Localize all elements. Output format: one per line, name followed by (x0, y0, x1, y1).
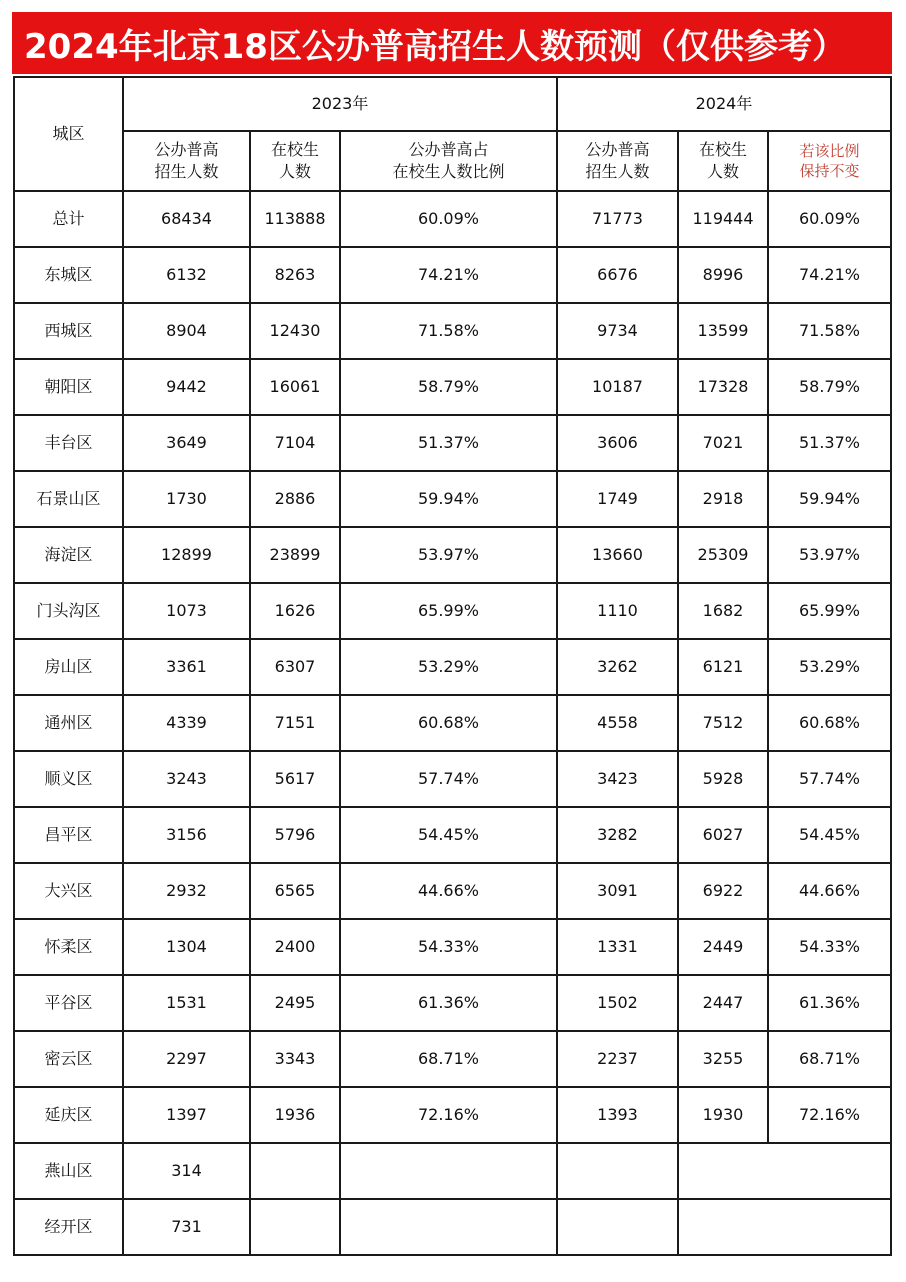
table-row (14, 863, 891, 919)
students-2024-cell: 6922 (678, 863, 768, 919)
table-row (14, 471, 891, 527)
district-column-header: 城区 (14, 77, 123, 191)
enroll-2024-cell: 1331 (557, 919, 678, 975)
empty-cell (678, 1199, 891, 1255)
ratio-2023-cell: 53.29% (340, 639, 557, 695)
district-cell: 门头沟区 (14, 583, 123, 639)
empty-cell (557, 1199, 678, 1255)
ratio-2024-cell: 58.79% (768, 359, 891, 415)
enroll-2023-cell: 12899 (123, 527, 250, 583)
ratio-2023-cell: 59.94% (340, 471, 557, 527)
ratio-2023-cell: 65.99% (340, 583, 557, 639)
table-row (14, 751, 891, 807)
district-cell: 怀柔区 (14, 919, 123, 975)
enroll-2023-cell: 68434 (123, 191, 250, 247)
table-row (14, 1143, 891, 1199)
enroll-2024-cell: 3606 (557, 415, 678, 471)
header-line: 公办普高占 (408, 140, 489, 160)
enroll-2024-cell: 3091 (557, 863, 678, 919)
district-cell: 平谷区 (14, 975, 123, 1031)
students-2024-cell: 5928 (678, 751, 768, 807)
ratio-2023-cell: 44.66% (340, 863, 557, 919)
enroll-2024-cell: 2237 (557, 1031, 678, 1087)
enroll-2024-cell: 4558 (557, 695, 678, 751)
students-2024-cell: 3255 (678, 1031, 768, 1087)
ratio-2024-cell: 72.16% (768, 1087, 891, 1143)
students-2024-cell: 2449 (678, 919, 768, 975)
ratio-2024-cell: 60.68% (768, 695, 891, 751)
ratio-2023-cell: 57.74% (340, 751, 557, 807)
district-cell: 延庆区 (14, 1087, 123, 1143)
table-row (14, 695, 891, 751)
students-2023-cell: 1936 (250, 1087, 340, 1143)
header-line: 人数 (278, 162, 311, 181)
students-2024-cell: 2447 (678, 975, 768, 1031)
table-row (14, 303, 891, 359)
table-row (14, 359, 891, 415)
ratio-2024-cell: 74.21% (768, 247, 891, 303)
students-2023-cell: 3343 (250, 1031, 340, 1087)
enroll-2023-cell: 3649 (123, 415, 250, 471)
ratio-2023-cell: 61.36% (340, 975, 557, 1031)
enroll-2024-cell: 9734 (557, 303, 678, 359)
students-2023-cell: 7151 (250, 695, 340, 751)
table-row (14, 639, 891, 695)
year-2024-header: 2024年 (557, 77, 891, 131)
header-line: 在校生人数比例 (392, 162, 505, 181)
students-2023-cell: 2886 (250, 471, 340, 527)
enroll-2023-cell: 3243 (123, 751, 250, 807)
enroll-2024-cell: 3423 (557, 751, 678, 807)
district-cell: 经开区 (14, 1199, 123, 1255)
students-2023-cell: 8263 (250, 247, 340, 303)
enroll-2023-cell: 3361 (123, 639, 250, 695)
enroll-2024-cell: 1502 (557, 975, 678, 1031)
table-row (14, 583, 891, 639)
empty-cell (250, 1199, 340, 1255)
students-2023-cell: 7104 (250, 415, 340, 471)
district-cell: 大兴区 (14, 863, 123, 919)
ratio-2023-cell: 60.09% (340, 191, 557, 247)
enroll-2023-cell: 1304 (123, 919, 250, 975)
col-ratio-2024-header (768, 131, 891, 191)
col-enroll-2023-header (123, 131, 250, 191)
students-2023-cell: 1626 (250, 583, 340, 639)
students-2024-cell: 6027 (678, 807, 768, 863)
empty-cell (678, 1143, 891, 1199)
table-row (14, 415, 891, 471)
students-2024-cell: 7512 (678, 695, 768, 751)
table-row (14, 1031, 891, 1087)
students-2024-cell: 1682 (678, 583, 768, 639)
students-2023-cell: 12430 (250, 303, 340, 359)
page-title: 2024年北京18区公办普高招生人数预测（仅供参考） (12, 12, 892, 74)
ratio-2023-cell: 71.58% (340, 303, 557, 359)
students-2024-cell: 17328 (678, 359, 768, 415)
header-line: 在校生 (698, 140, 747, 160)
header-line: 公办普高 (585, 140, 650, 160)
students-2023-cell: 16061 (250, 359, 340, 415)
ratio-2024-cell: 53.29% (768, 639, 891, 695)
enroll-2023-cell: 1531 (123, 975, 250, 1031)
header-line: 在校生 (270, 140, 319, 160)
district-cell: 西城区 (14, 303, 123, 359)
district-cell: 昌平区 (14, 807, 123, 863)
district-cell: 海淀区 (14, 527, 123, 583)
header-line: 人数 (706, 162, 739, 181)
students-2024-cell: 119444 (678, 191, 768, 247)
ratio-2023-cell: 68.71% (340, 1031, 557, 1087)
ratio-2023-cell: 53.97% (340, 527, 557, 583)
header-line: 保持不变 (799, 162, 860, 180)
col-enroll-2024-header (557, 131, 678, 191)
empty-cell (340, 1143, 557, 1199)
table-row (14, 975, 891, 1031)
ratio-2023-cell: 60.68% (340, 695, 557, 751)
ratio-2024-cell: 54.33% (768, 919, 891, 975)
table-row (14, 247, 891, 303)
ratio-2023-cell: 58.79% (340, 359, 557, 415)
students-2024-cell: 2918 (678, 471, 768, 527)
district-cell: 密云区 (14, 1031, 123, 1087)
col-students-2024-header (678, 131, 768, 191)
ratio-2024-cell: 44.66% (768, 863, 891, 919)
students-2023-cell: 6565 (250, 863, 340, 919)
enroll-2024-cell: 6676 (557, 247, 678, 303)
col-ratio-2023-header (340, 131, 557, 191)
ratio-2024-cell: 53.97% (768, 527, 891, 583)
ratio-2023-cell: 72.16% (340, 1087, 557, 1143)
students-2024-cell: 1930 (678, 1087, 768, 1143)
enroll-2024-cell: 3262 (557, 639, 678, 695)
district-cell: 朝阳区 (14, 359, 123, 415)
enroll-2024-cell: 13660 (557, 527, 678, 583)
district-cell: 石景山区 (14, 471, 123, 527)
empty-cell (340, 1199, 557, 1255)
enroll-2024-cell: 3282 (557, 807, 678, 863)
enroll-2023-cell: 314 (123, 1143, 250, 1199)
enroll-2024-cell: 10187 (557, 359, 678, 415)
table-row (14, 1199, 891, 1255)
enroll-2023-cell: 6132 (123, 247, 250, 303)
ratio-2023-cell: 54.33% (340, 919, 557, 975)
enroll-2023-cell: 1730 (123, 471, 250, 527)
ratio-2024-cell: 51.37% (768, 415, 891, 471)
enroll-2024-cell: 1393 (557, 1087, 678, 1143)
enroll-2023-cell: 9442 (123, 359, 250, 415)
ratio-2024-cell: 59.94% (768, 471, 891, 527)
students-2024-cell: 25309 (678, 527, 768, 583)
enroll-2023-cell: 731 (123, 1199, 250, 1255)
ratio-2024-cell: 57.74% (768, 751, 891, 807)
district-cell: 房山区 (14, 639, 123, 695)
ratio-2024-cell: 65.99% (768, 583, 891, 639)
enrollment-table (13, 76, 892, 1256)
enroll-2023-cell: 8904 (123, 303, 250, 359)
ratio-2023-cell: 74.21% (340, 247, 557, 303)
enroll-2023-cell: 4339 (123, 695, 250, 751)
students-2023-cell: 23899 (250, 527, 340, 583)
empty-cell (250, 1143, 340, 1199)
students-2024-cell: 7021 (678, 415, 768, 471)
students-2024-cell: 13599 (678, 303, 768, 359)
students-2023-cell: 5796 (250, 807, 340, 863)
district-cell: 丰台区 (14, 415, 123, 471)
ratio-2024-cell: 54.45% (768, 807, 891, 863)
header-line: 招生人数 (585, 162, 650, 181)
students-2023-cell: 6307 (250, 639, 340, 695)
students-2023-cell: 113888 (250, 191, 340, 247)
district-cell: 通州区 (14, 695, 123, 751)
header-line: 招生人数 (154, 162, 219, 181)
table-row (14, 191, 891, 247)
table-row (14, 807, 891, 863)
students-2024-cell: 6121 (678, 639, 768, 695)
district-cell: 总计 (14, 191, 123, 247)
enroll-2023-cell: 2297 (123, 1031, 250, 1087)
enroll-2023-cell: 2932 (123, 863, 250, 919)
enroll-2023-cell: 3156 (123, 807, 250, 863)
district-cell: 顺义区 (14, 751, 123, 807)
empty-cell (557, 1143, 678, 1199)
table-row (14, 527, 891, 583)
ratio-2024-cell: 68.71% (768, 1031, 891, 1087)
header-row-years (14, 77, 891, 131)
ratio-2024-cell: 71.58% (768, 303, 891, 359)
header-row-columns (14, 131, 891, 191)
students-2024-cell: 8996 (678, 247, 768, 303)
ratio-2023-cell: 51.37% (340, 415, 557, 471)
enroll-2023-cell: 1397 (123, 1087, 250, 1143)
students-2023-cell: 2495 (250, 975, 340, 1031)
district-cell: 东城区 (14, 247, 123, 303)
enroll-2023-cell: 1073 (123, 583, 250, 639)
enroll-2024-cell: 1749 (557, 471, 678, 527)
students-2023-cell: 5617 (250, 751, 340, 807)
table-row (14, 1087, 891, 1143)
header-line: 公办普高 (154, 140, 219, 160)
ratio-2024-cell: 61.36% (768, 975, 891, 1031)
header-line: 若该比例 (799, 141, 860, 160)
ratio-2024-cell: 60.09% (768, 191, 891, 247)
enroll-2024-cell: 71773 (557, 191, 678, 247)
students-2023-cell: 2400 (250, 919, 340, 975)
enroll-2024-cell: 1110 (557, 583, 678, 639)
year-2023-header: 2023年 (123, 77, 557, 131)
col-students-2023-header (250, 131, 340, 191)
ratio-2023-cell: 54.45% (340, 807, 557, 863)
table-row (14, 919, 891, 975)
district-cell: 燕山区 (14, 1143, 123, 1199)
